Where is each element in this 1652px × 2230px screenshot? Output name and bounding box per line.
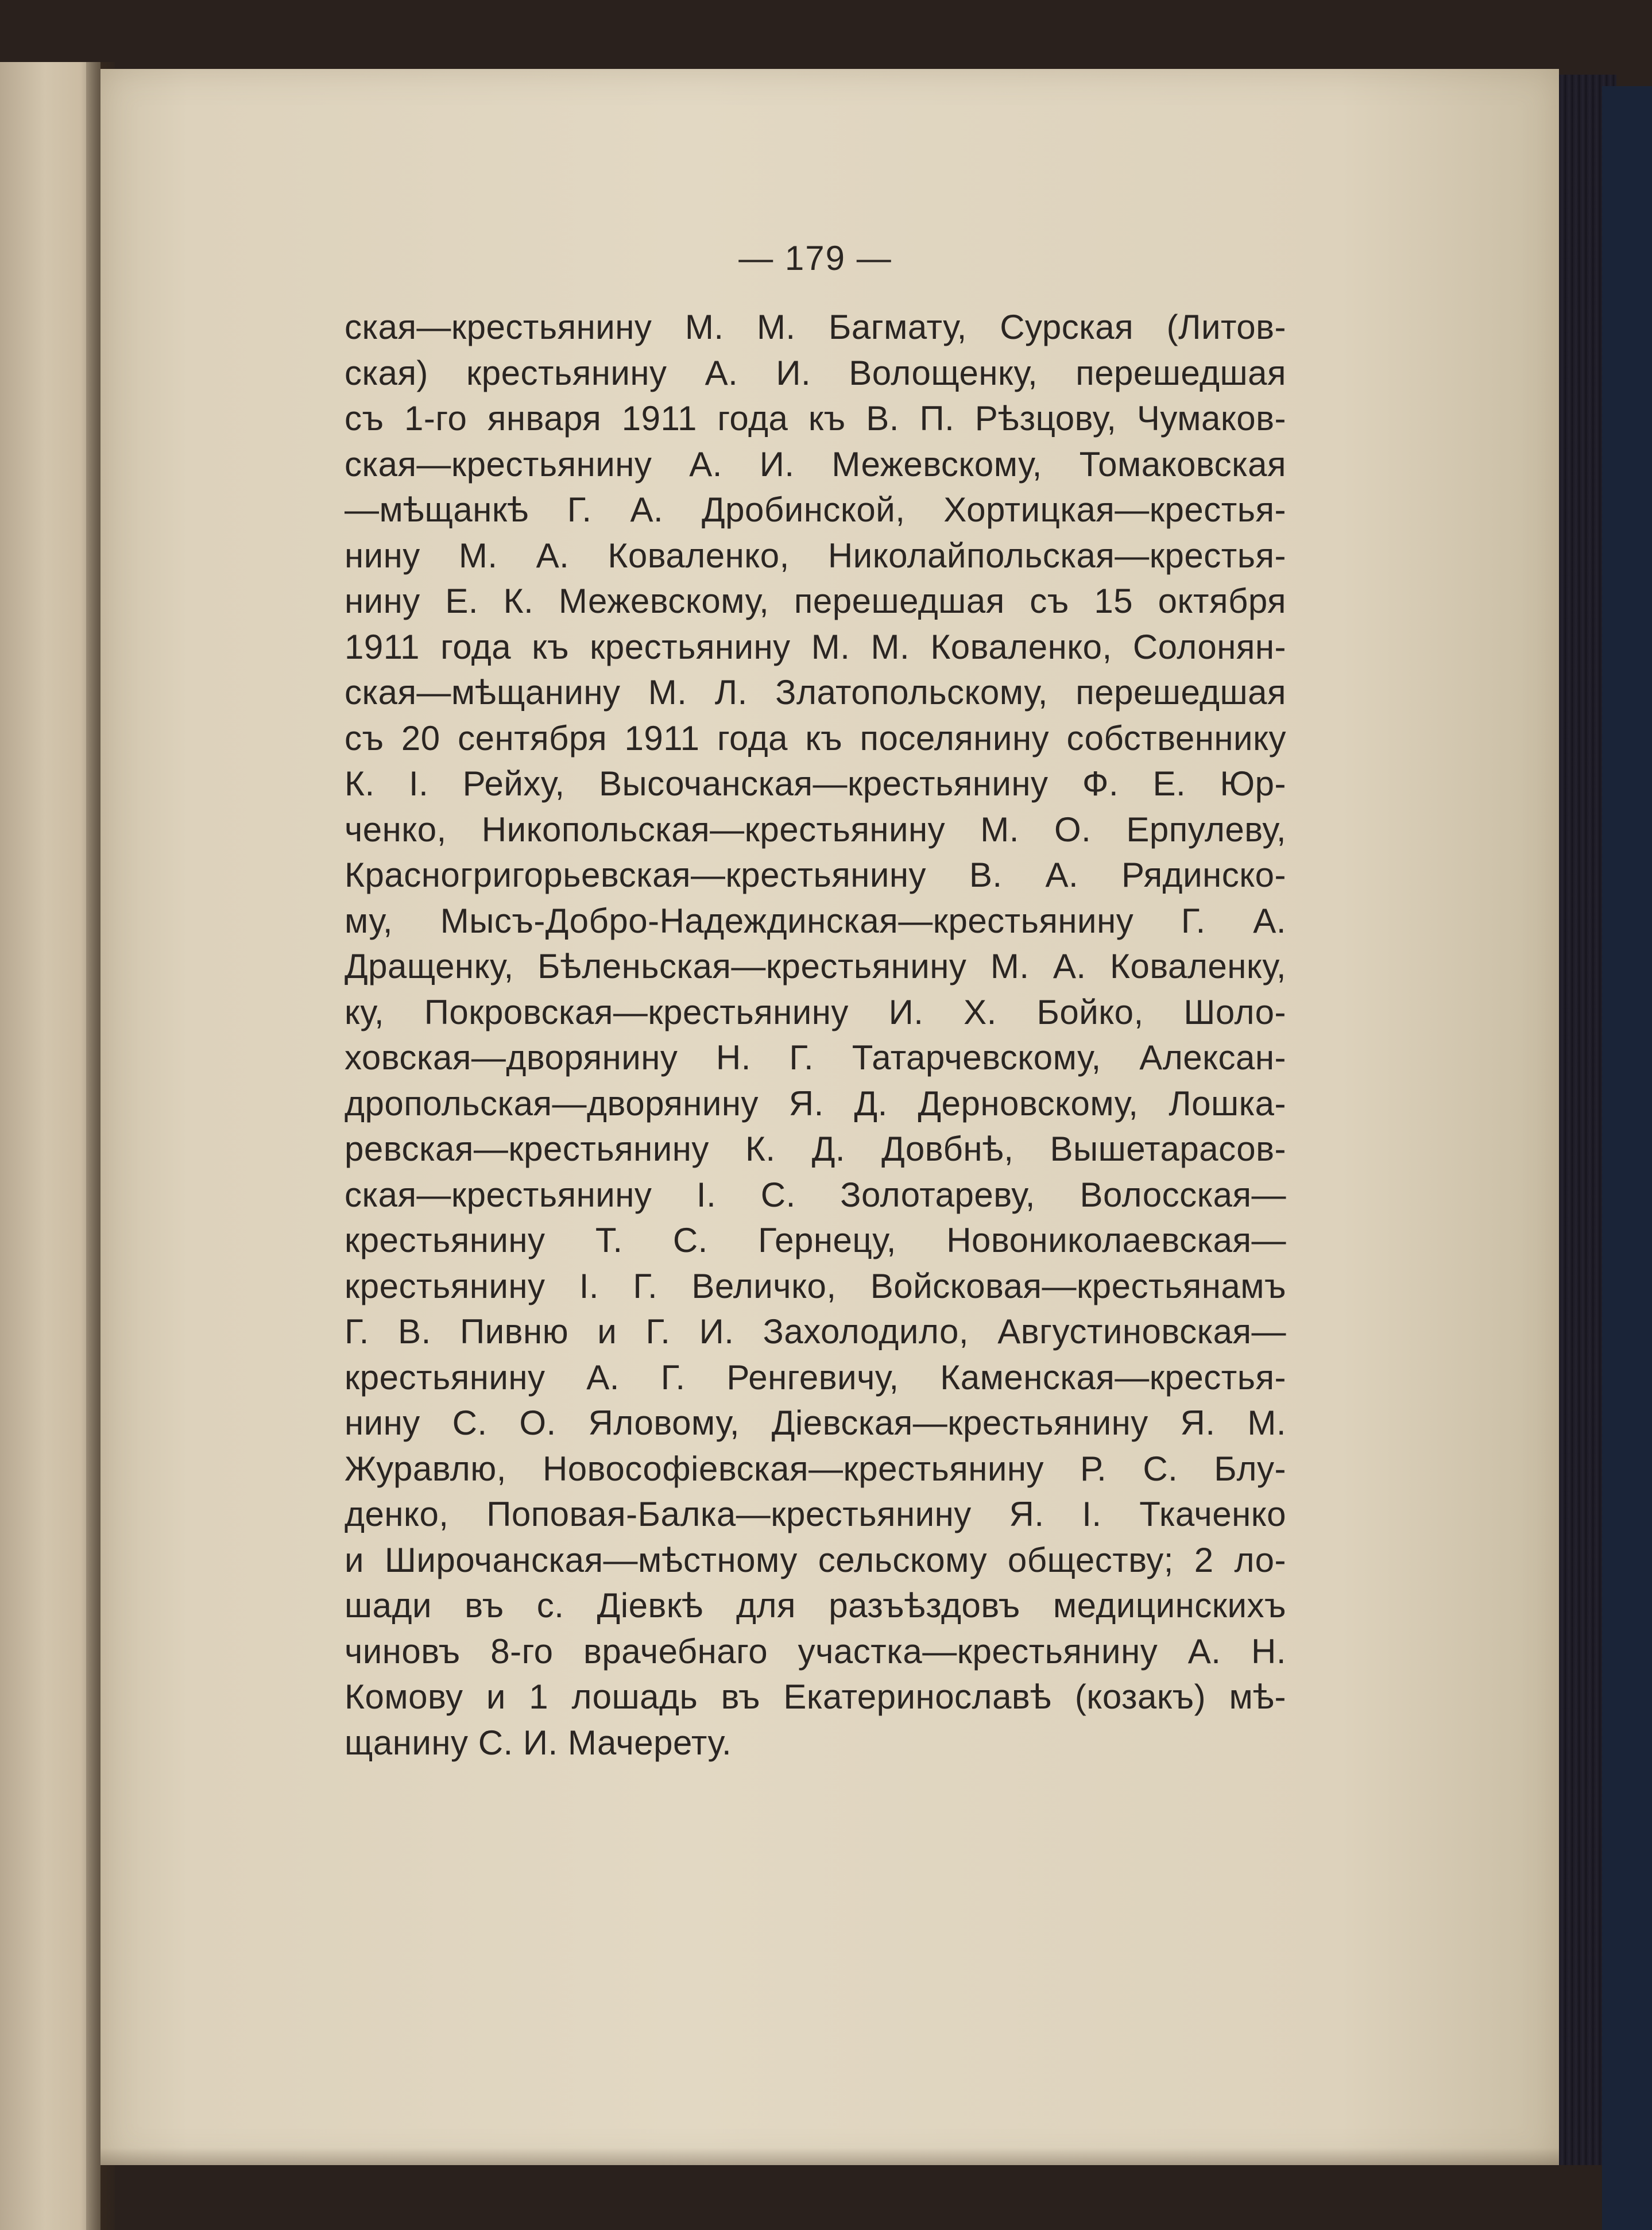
text-line: 1911 года къ крестьянину М. М. Коваленко, Солонян- bbox=[345, 627, 1286, 666]
text-line: ская) крестьянину А. И. Волощенку, перешедшая bbox=[345, 353, 1286, 392]
text-line: ская—крестьянину І. С. Золотареву, Волосская— bbox=[345, 1175, 1286, 1214]
text-line: съ 20 сентября 1911 года къ поселянину собственнику bbox=[345, 718, 1286, 757]
book-cover-edge bbox=[1602, 86, 1652, 2230]
text-line: Дращенку, Бѣленьская—крестьянину М. А. Коваленку, bbox=[345, 947, 1286, 985]
text-line: крестьянину І. Г. Величко, Войсковая—крестьянамъ bbox=[345, 1266, 1286, 1305]
text-line: денко, Поповая-Балка—крестьянину Я. І. Ткаченко bbox=[345, 1495, 1286, 1533]
page-number: — 179 — bbox=[738, 239, 892, 277]
text-line: ская—крестьянину М. М. Багмату, Сурская (Литов- bbox=[345, 308, 1286, 346]
text-line: Журавлю, Новософіевская—крестьянину Р. С. Блу- bbox=[345, 1449, 1286, 1488]
text-line: ская—мѣщанину М. Л. Златопольскому, перешедшая bbox=[345, 673, 1286, 712]
text-line: чиновъ 8-го врачебнаго участка—крестьянину А. Н. bbox=[345, 1632, 1286, 1671]
text-line: Комову и 1 лошадь въ Екатеринославѣ (козакъ) мѣ- bbox=[345, 1678, 1286, 1716]
text-line: крестьянину Т. С. Гернецу, Новониколаевская— bbox=[345, 1221, 1286, 1259]
text-line: Красногригорьевская—крестьянину В. А. Рядинско- bbox=[345, 856, 1286, 894]
left-page-edge bbox=[0, 62, 100, 2230]
text-line: ховская—дворянину Н. Г. Татарчевскому, Алексан- bbox=[345, 1038, 1286, 1077]
text-line: ченко, Никопольская—крестьянину М. О. Ерпулеву, bbox=[345, 810, 1286, 849]
text-line: нину С. О. Яловому, Діевская—крестьянину Я. М. bbox=[345, 1404, 1286, 1442]
text-line: ревская—крестьянину К. Д. Довбнѣ, Вышетарасов- bbox=[345, 1130, 1286, 1168]
text-line: му, Мысъ-Добро-Надеждинская—крестьянину Г. А. bbox=[345, 901, 1286, 940]
text-line: К. І. Рейху, Высочанская—крестьянину Ф. Е. Юр- bbox=[345, 764, 1286, 803]
text-line: съ 1-го января 1911 года къ В. П. Рѣзцову, Чумаков- bbox=[345, 399, 1286, 438]
body-text bbox=[345, 304, 1286, 1765]
text-line: Г. В. Пивню и Г. И. Захолодило, Августиновская— bbox=[345, 1312, 1286, 1351]
page-bottom-shadow bbox=[100, 2148, 1559, 2165]
text-line: нину Е. К. Межевскому, перешедшая съ 15 октября bbox=[345, 582, 1286, 620]
text-line: нину М. А. Коваленко, Николайпольская—крестья- bbox=[345, 536, 1286, 575]
text-line: —мѣщанкѣ Г. А. Дробинской, Хортицкая—крестья- bbox=[345, 490, 1286, 529]
text-line: и Широчанская—мѣстному сельскому обществу; 2 ло- bbox=[345, 1540, 1286, 1579]
text-line: ская—крестьянину А. И. Межевскому, Томаковская bbox=[345, 445, 1286, 484]
text-line: ку, Покровская—крестьянину И. Х. Бойко, Шоло- bbox=[345, 992, 1286, 1031]
text-line: щанину С. И. Мачерету. bbox=[345, 1723, 732, 1762]
text-line: дропольская—дворянину Я. Д. Дерновскому, Лошка- bbox=[345, 1084, 1286, 1123]
text-line: крестьянину А. Г. Ренгевичу, Каменская—крестья- bbox=[345, 1358, 1286, 1397]
text-line: шади въ с. Діевкѣ для разъѣздовъ медицинскихъ bbox=[345, 1586, 1286, 1625]
